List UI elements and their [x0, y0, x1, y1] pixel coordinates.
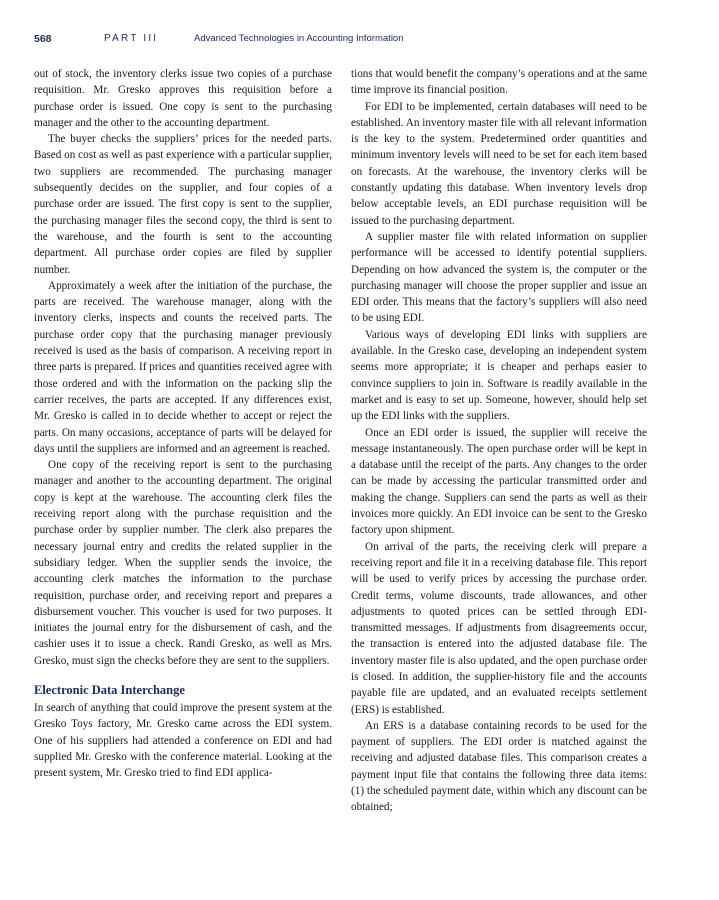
left-column [34, 66, 332, 781]
body-paragraph: Once an EDI order is issued, the supplier will receive the message instantaneously. The open purchase order will be kept in a database until the receipt of the parts. Any changes to the order can be made by accessing the particular transmitted order and making the change. Suppliers can send the parts as well as their invoices more quickly. An EDI invoice can be sent to the Gresko factory upon shipment. [351, 426, 647, 537]
body-paragraph: Various ways of developing EDI links with suppliers are available. In the Gresko case, developing an independent system seems more appropriate; it is cheaper and perhaps easier to convince suppliers to join in. Software is readily available in the market and is easy to set up. Someone, however, should help set up the EDI links with the suppliers. [351, 328, 647, 423]
section-heading: Electronic Data Interchange [34, 682, 185, 697]
part-label: PART III [104, 33, 159, 44]
body-paragraph: The buyer checks the suppliers’ prices for the needed parts. Based on cost as well as past experience with a particular supplier, two suppliers are recommended. The purchasing manager subsequently decides on the supplier, and four copies of a purchase order are issued. The first copy is sent to the supplier, the purchasing manager files the second copy, the third is sent to the warehouse, and the fourth is sent to the accounting department. All purchase order copies are filed by supplier number. [34, 133, 332, 276]
body-paragraph: A supplier master file with related information on supplier performance will be accessed to identify potential suppliers. Depending on how advanced the system is, the computer or the purchasing manager will choose the proper supplier and issue an EDI order. This means that the factory’s suppliers will also need to be using EDI. [351, 230, 647, 325]
body-paragraph: tions that would benefit the company’s operations and at the same time improve its financial position. [351, 68, 647, 97]
right-column [351, 66, 647, 816]
body-paragraph: On arrival of the parts, the receiving clerk will prepare a receiving report and file it in a receiving database file. This report will be used to verify prices by accessing the purchase order. Credit terms, volume discounts, trade allowances, and other adjustments to quoted prices can be settled through EDI-transmitted messages. If adjustments from disagreements occur, the transaction is entered into the adjusted database file. The inventory master file is also updated, and the open purchase order is closed. In addition, the supplier-history file and the accounts payable file are updated, and an evaluated receipts settlement (ERS) is established. [351, 540, 647, 716]
body-paragraph: Approximately a week after the initiation of the purchase, the parts are received. The warehouse manager, along with the inventory clerks, inspects and counts the received parts. The purchase order copy that the purchasing manager previously received is used as the basis of comparison. A receiving report in three parts is prepared. If prices and quantities received agree with those ordered and with the information on the packing slip the carrier receives, the parts are accepted. If any differences exist, Mr. Gresko is called in to decide whether to accept or reject the parts. On many occasions, acceptance of parts will be delayed for days until the suppliers are informed and an agreement is reached. [34, 279, 332, 455]
body-paragraph: An ERS is a database containing records to be used for the payment of suppliers. The EDI order is matched against the receiving and adjusted database files. This comparison creates a payment input file that contains the following three data items: (1) the scheduled payment date, within which any discount can be obtained; [351, 719, 647, 814]
body-paragraph: out of stock, the inventory clerks issue two copies of a purchase requisition. Mr. Gresko approves this requisition before a purchase order is issued. One copy is sent to the purchasing manager and the other to the accounting department. [34, 68, 332, 129]
page-number: 568 [34, 33, 52, 45]
body-paragraph: For EDI to be implemented, certain databases will need to be established. An inventory master file with all relevant information is the key to the system. Predetermined order quantities and minimum inventory levels will need to be set for each item based on forecasts. At the warehouse, the inventory clerks will be constantly updating this database. When inventory levels drop below acceptable levels, an EDI purchase requisition will be issued to the purchasing department. [351, 100, 647, 227]
page-header [34, 33, 679, 49]
running-title: Advanced Technologies in Accounting Information [194, 33, 404, 44]
body-paragraph: In search of anything that could improve the present system at the Gresko Toys factory, Mr. Gresko came across the EDI system. One of his suppliers had attended a conference on EDI and had supplied Mr. Gresko with the conference material. Looking at the present system, Mr. Gresko tried to find EDI applica- [34, 701, 332, 780]
body-paragraph: One copy of the receiving report is sent to the purchasing manager and another to the accounting department. The original copy is kept at the warehouse. The accounting clerk files the receiving report along with the purchase requisition and the purchase order by supplier number. The clerk also prepares the necessary journal entry and credits the related supplier in the subsidiary ledger. When the supplier sends the invoice, the accounting clerk matches the information to the purchase requisition, purchase order, and receiving report and prepares a disbursement voucher. This voucher is used for two purposes. It initiates the journal entry for the disbursement of cash, and the cashier uses it to issue a check. Randi Gresko, as well as Mrs. Gresko, must sign the checks before they are sent to the suppliers. [34, 459, 332, 667]
